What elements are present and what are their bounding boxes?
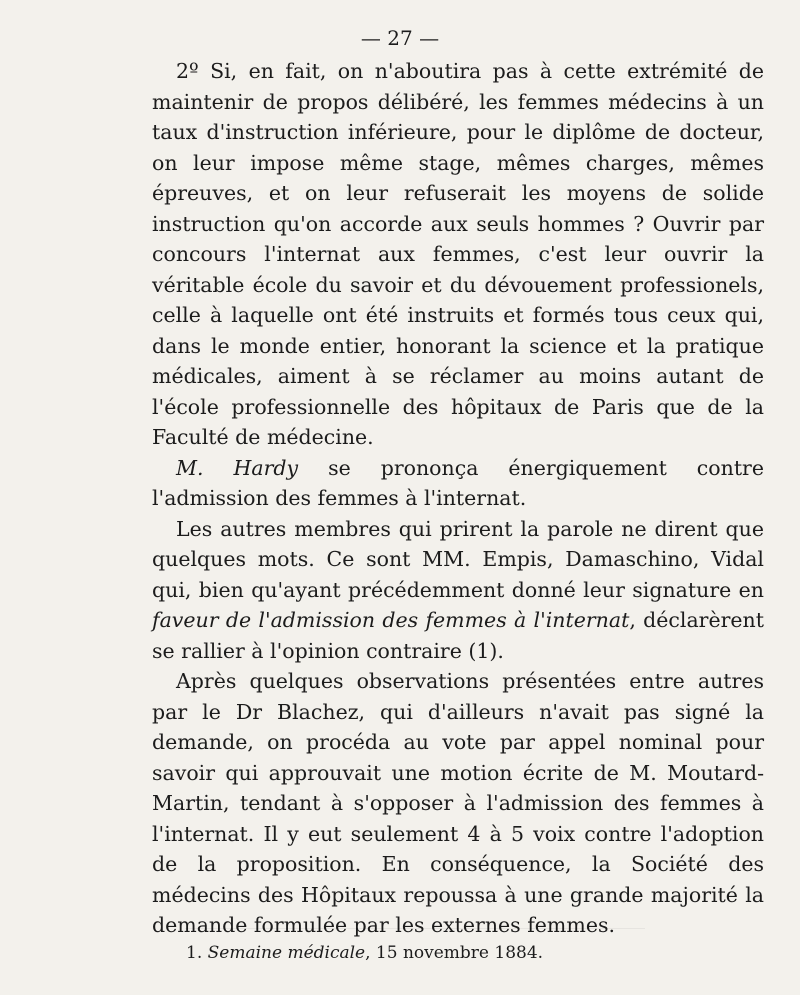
paragraph-2-name: M. Hardy	[176, 455, 299, 480]
paragraph-3	[152, 514, 764, 667]
paragraph-2-text: se prononça énergiquement contre l'admission des femmes à l'internat.	[152, 455, 764, 510]
paragraph-3-italic: faveur de l'admission des femmes à l'internat	[152, 608, 630, 632]
paragraph-3-end: , déclarèrent se rallier à l'opinion contraire (1).	[152, 608, 764, 663]
main-text	[152, 56, 764, 941]
paragraph-4: Après quelques observations présentées entre autres par le Dr Blachez, qui d'ailleurs n'avait pas signé la demande, on procéda au vote par appel nominal pour savoir qui approuvait une motion écrite de M. Moutard-Martin, tendant à s'opposer à l'admission des femmes à l'internat. Il y eut seulement 4 à 5 voix contre l'adoption de la proposition. En conséquence, la Société des médecins des Hôpitaux repoussa à une grande majorité la demande formulée par les externes femmes.	[152, 669, 764, 937]
paragraph-3-start: Les autres membres qui prirent la parole ne dirent que quelques mots. Ce sont MM. Empis, Damaschino, Vidal qui, bien qu'ayant précédemment donné leur signature en	[152, 516, 764, 602]
paragraph-1: 2º Si, en fait, on n'aboutira pas à cette extrémité de maintenir de propos délibéré, les femmes médecins à un taux d'instruction inférieure, pour le diplôme de docteur, on leur impose même stage, mêmes charges, mêmes épreuves, et on leur refuserait les moyens de solide instruction qu'on accorde aux seuls hommes ? Ouvrir par concours l'internat aux femmes, c'est leur ouvrir la véritable école du savoir et du dévouement professionels, celle à laquelle ont été instruits et formés tous ceux qui, dans le monde entier, honorant la science et la pratique médicales, aiment à se réclamer au moins autant de l'école professionnelle des hôpitaux de Paris que de la Faculté de médecine.	[152, 59, 764, 449]
footnote-divider	[185, 928, 645, 929]
footnote-number: 1.	[186, 943, 203, 963]
paragraph-2	[152, 453, 764, 514]
footnote	[186, 942, 746, 964]
footnote-date: , 15 novembre 1884.	[365, 943, 544, 963]
page-number: — 27 —	[360, 26, 440, 50]
footnote-source: Semaine médicale	[207, 943, 366, 963]
